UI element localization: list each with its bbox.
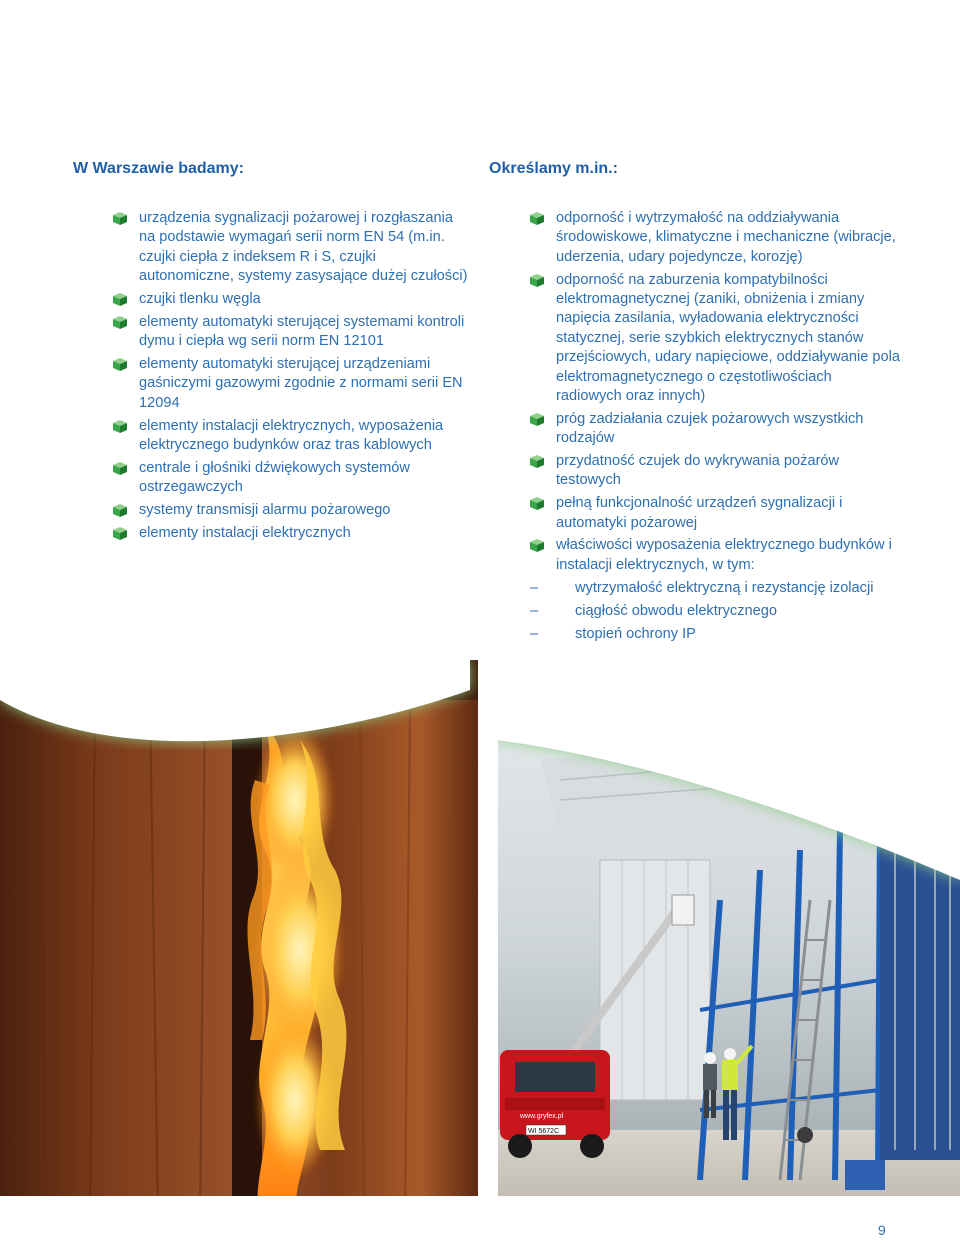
determined-properties-list [530, 209, 900, 648]
list-item: właściwości wyposażenia elektrycznego budynków i instalacji elektrycznych, w tym: [530, 536, 900, 575]
sub-list-item: – wytrzymałość elektryczną i rezystancję izolacji [530, 579, 900, 598]
green-cube-bullet-icon [113, 293, 127, 306]
list-item: czujki tlenku węgla [113, 290, 473, 309]
green-cube-bullet-icon [113, 358, 127, 371]
fire-test-photo [0, 660, 480, 1220]
truck-lettering: www.gryfex.pl [520, 1113, 564, 1120]
green-cube-bullet-icon [530, 274, 544, 287]
truck-license-plate: WI 5672C [528, 1128, 560, 1135]
dash-bullet-icon: – [530, 625, 539, 642]
list-item: elementy automatyki sterującej urządzeniami gaśniczymi gazowymi zgodnie z normami serii EN 12094 [113, 355, 473, 413]
green-cube-bullet-icon [113, 212, 127, 225]
green-cube-bullet-icon [530, 413, 544, 426]
list-item: odporność na zaburzenia kompatybilności elektromagnetycznej (zaniki, obniżenia i zmiany napięcia zasilania, wyładowania elektryczności statycznej, serie szybkich elektrycznych stanów przejściowych, udary napięciowe, oddziaływanie pola elektromagnetycznego o częstotliwościach radiowych oraz innych) [530, 271, 900, 407]
list-item: pełną funkcjonalność urządzeń sygnalizacji i automatyki pożarowej [530, 494, 900, 533]
dash-bullet-icon: – [530, 579, 539, 596]
list-item: centrale i głośniki dźwiękowych systemów ostrzegawczych [113, 459, 473, 498]
page-number: 9 [878, 1222, 886, 1238]
sub-list-item: – ciągłość obwodu elektrycznego [530, 602, 900, 621]
list-item: odporność i wytrzymałość na oddziaływania środowiskowe, klimatyczne i mechaniczne (wibracje, uderzenia, udary pojedyncze, korozję) [530, 209, 900, 267]
green-cube-bullet-icon [530, 497, 544, 510]
green-cube-bullet-icon [113, 316, 127, 329]
left-column-heading: W Warszawie badamy: [73, 160, 245, 177]
dash-bullet-icon: – [530, 602, 539, 619]
green-cube-bullet-icon [113, 504, 127, 517]
list-item: próg zadziałania czujek pożarowych wszystkich rodzajów [530, 410, 900, 449]
tested-items-list [113, 209, 473, 547]
list-item: elementy automatyki sterującej systemami kontroli dymu i ciepła wg serii norm EN 12101 [113, 313, 473, 352]
green-cube-bullet-icon [113, 462, 127, 475]
photo-panel [0, 660, 960, 1220]
green-cube-bullet-icon [530, 539, 544, 552]
green-cube-bullet-icon [530, 212, 544, 225]
sub-list-item: – stopień ochrony IP [530, 625, 900, 644]
green-cube-bullet-icon [530, 455, 544, 468]
list-item: elementy instalacji elektrycznych, wyposażenia elektrycznego budynków oraz tras kablowych [113, 417, 473, 456]
green-cube-bullet-icon [113, 420, 127, 433]
list-item: urządzenia sygnalizacji pożarowej i rozgłaszania na podstawie wymagań serii norm EN 54 (m.in. czujki ciepła z indeksem R i S, czujki autonomiczne, systemy zasysające dużej czułości) [113, 209, 473, 287]
list-item: elementy instalacji elektrycznych [113, 524, 473, 543]
list-item: systemy transmisji alarmu pożarowego [113, 501, 473, 520]
green-cube-bullet-icon [113, 527, 127, 540]
right-column-heading: Określamy m.in.: [489, 160, 618, 177]
list-item: przydatność czujek do wykrywania pożarów testowych [530, 452, 900, 491]
